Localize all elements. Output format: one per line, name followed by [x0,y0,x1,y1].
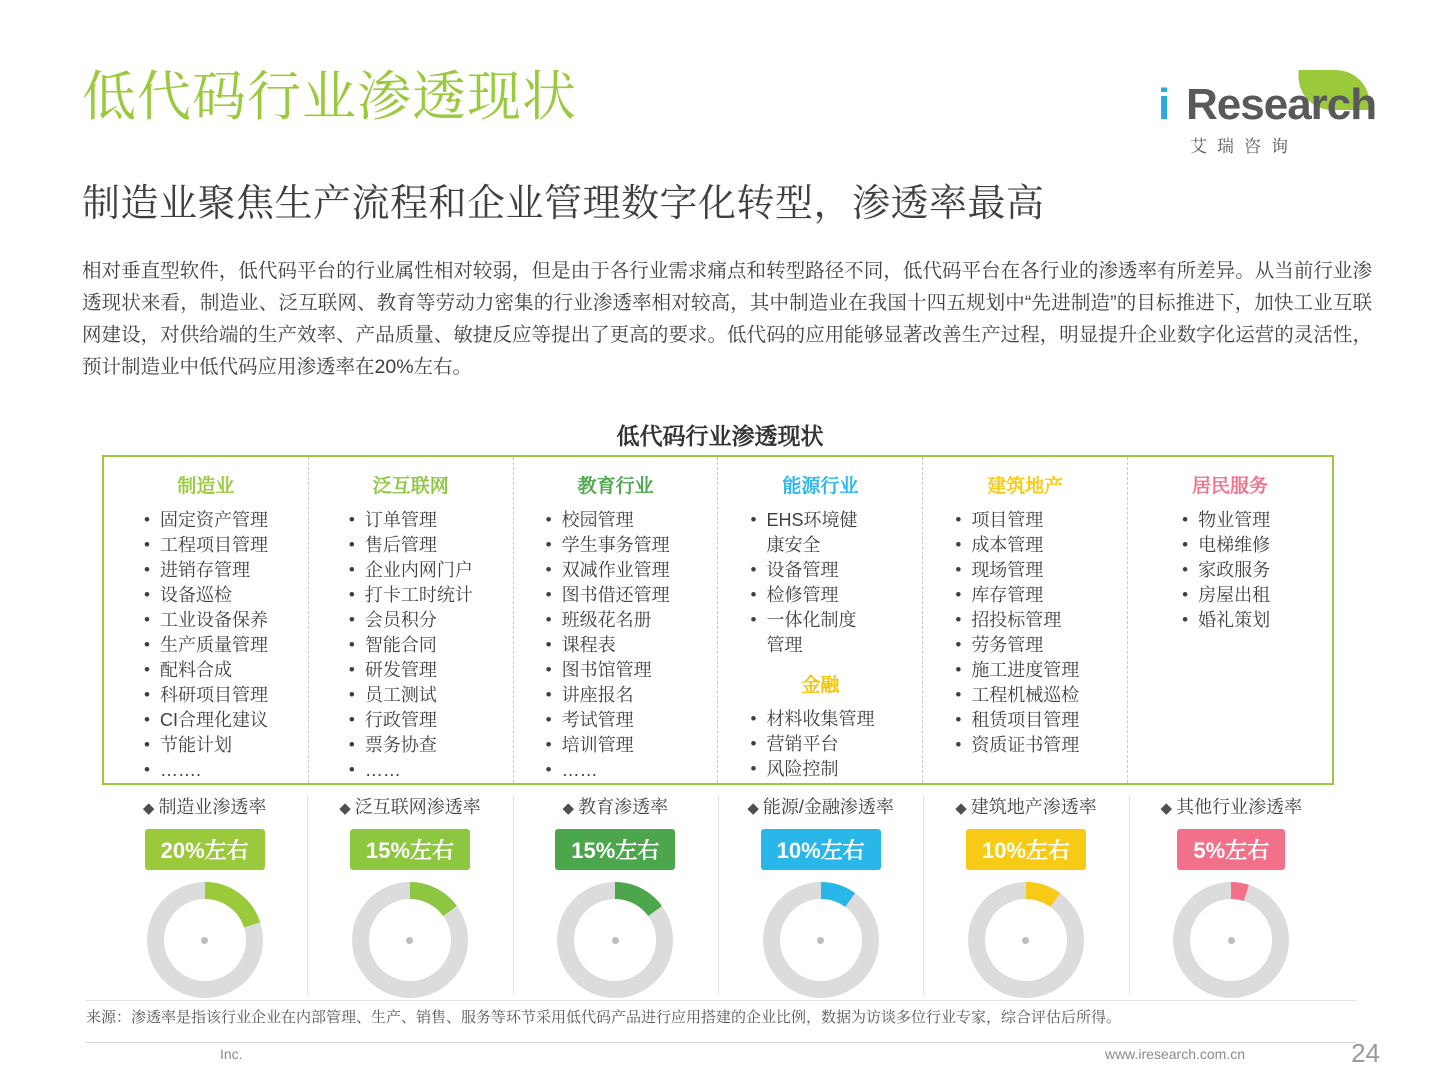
rate-card-5 [923,793,1128,1013]
industry-matrix [102,455,1334,785]
matrix-item: • …… [349,758,507,783]
matrix-item: • 图书借还管理 [546,583,712,608]
rate-label-text: 泛互联网渗透率 [354,797,481,817]
matrix-item-list [315,508,507,783]
matrix-item: • 工业设备保养 [144,608,302,633]
matrix-column-6 [1127,457,1332,783]
matrix-column-header: 制造业 [177,476,235,497]
matrix-item-list [110,508,302,783]
rate-label-text: 建筑地产渗透率 [970,797,1097,817]
matrix-item-list [520,508,712,783]
matrix-item: • 配料合成 [144,658,302,683]
matrix-item: • ……. [144,758,302,783]
diamond-icon: ◆ [142,800,155,817]
logo-chinese-name: 艾瑞咨询 [1190,137,1298,156]
matrix-item: • CI合理化建议 [144,708,302,733]
rate-label [923,793,1128,819]
matrix-item: • 营销平台 [750,732,916,757]
rate-label [513,793,718,819]
diamond-icon: ◆ [1160,800,1173,817]
matrix-item: • 库存管理 [955,583,1121,608]
donut-center-dot [1228,937,1235,944]
iresearch-logo [1150,60,1377,160]
matrix-item: • 学生事务管理 [546,533,712,558]
matrix-column-1 [104,457,308,783]
matrix-column-header: 泛互联网 [372,476,449,497]
matrix-item: 管理 [766,635,803,655]
matrix-item: 康安全 [766,535,821,555]
donut-center-dot [817,937,824,944]
diamond-icon: ◆ [339,800,351,817]
matrix-item: • 项目管理 [955,508,1121,533]
rate-card-6 [1129,793,1334,1013]
diamond-icon: ◆ [747,800,759,817]
matrix-item: • 研发管理 [349,658,507,683]
rate-card-2 [307,793,512,1013]
matrix-item: • 工程项目管理 [144,533,302,558]
rate-label-text: 能源/金融渗透率 [762,797,894,817]
page-title: 低代码行业渗透现状 [82,67,577,127]
matrix-item: • 智能合同 [349,633,507,658]
matrix-item: • 班级花名册 [546,608,712,633]
matrix-item-list [724,508,916,658]
rate-card-3 [513,793,718,1013]
matrix-item: • 双减作业管理 [546,558,712,583]
matrix-item: • 售后管理 [349,533,507,558]
matrix-item: • 校园管理 [546,508,712,533]
matrix-item: • 设备管理 [750,558,916,583]
matrix-column-3 [513,457,718,783]
page-subtitle: 制造业聚焦生产流程和企业管理数字化转型，渗透率最高 [82,183,1045,225]
matrix-item: • 讲座报名 [546,683,712,708]
rate-label [1129,793,1334,819]
matrix-item: • 一体化制度 [750,608,916,633]
matrix-item: • 材料收集管理 [750,707,916,732]
matrix-column-4 [717,457,922,783]
matrix-column-header: 教育行业 [577,476,654,497]
rate-value-badge: 20%左右 [145,829,265,870]
rate-value-badge: 10%左右 [966,829,1086,870]
matrix-item: • 设备巡检 [144,583,302,608]
matrix-item: • 施工进度管理 [955,658,1121,683]
footer-divider [86,1042,1356,1043]
matrix-item: • 考试管理 [546,708,712,733]
matrix-item: • 固定资产管理 [144,508,302,533]
matrix-column-subheader: 金融 [801,675,840,696]
matrix-item: • 订单管理 [349,508,507,533]
matrix-item: • 培训管理 [546,733,712,758]
source-divider [86,1000,1356,1001]
matrix-column-header: 居民服务 [1192,476,1269,497]
rate-card-1 [102,793,307,1013]
matrix-item: • 行政管理 [349,708,507,733]
donut-chart-wrap [1129,882,1334,998]
matrix-column-header: 能源行业 [782,476,859,497]
matrix-column-header: 建筑地产 [987,476,1064,497]
rate-card-4 [718,793,923,1013]
body-paragraph: 相对垂直型软件，低代码平台的行业属性相对较弱，但是由于各行业需求痛点和转型路径不同，低代码平台在各行业的渗透率有所差异。从当前行业渗透现状来看，制造业、泛互联网、教育等劳动力密集的行业渗透率相对较高，其中制造业在我国十四五规划中“先进制造”的目标推进下，加快工业互联网建设，对供给端的生产效率、产品质量、敏捷反应等提出了更高的要求。低代码的应用能够显著改善生产过程，明显提升企业数字化运营的灵活性，预计制造业中低代码应用渗透率在20%左右。 [82,260,1372,378]
matrix-column-2 [308,457,513,783]
rate-label-text: 其他行业渗透率 [1176,797,1303,817]
matrix-item: • 打卡工时统计 [349,583,507,608]
matrix-item-list [929,508,1121,758]
donut-center-dot [201,937,208,944]
donut-center-dot [612,937,619,944]
matrix-item: • 员工测试 [349,683,507,708]
matrix-item: • 资质证书管理 [955,733,1121,758]
matrix-item: • 房屋出租 [1182,583,1326,608]
matrix-item-list [1134,508,1326,633]
rate-value-badge: 15%左右 [350,829,470,870]
matrix-item: • 婚礼策划 [1182,608,1326,633]
diamond-icon: ◆ [562,800,575,817]
footer-left: Inc. [220,1046,243,1062]
matrix-item: • 票务协查 [349,733,507,758]
matrix-item: • 工程机械巡检 [955,683,1121,708]
footer-right: www.iresearch.com.cn [1104,1046,1245,1062]
matrix-item: • 检修管理 [750,583,916,608]
matrix-item: • 图书馆管理 [546,658,712,683]
matrix-item: • 企业内网门户 [349,558,507,583]
matrix-item: • 成本管理 [955,533,1121,558]
matrix-item: • 劳务管理 [955,633,1121,658]
rate-value-badge: 5%左右 [1177,829,1285,870]
rate-label-text: 制造业渗透率 [158,797,267,817]
matrix-item: • 节能计划 [144,733,302,758]
chart-title: 低代码行业渗透现状 [616,423,824,449]
matrix-item: • 电梯维修 [1182,533,1326,558]
donut-chart-wrap [718,882,923,998]
donut-chart-wrap [307,882,512,998]
rate-label-text: 教育渗透率 [578,797,669,817]
matrix-item: • EHS环境健 [750,508,916,533]
penetration-rates [102,793,1334,1013]
matrix-item: • …… [546,758,712,783]
logo-i: i [1158,80,1171,129]
donut-chart-wrap [513,882,718,998]
logo-research: Research [1186,80,1377,129]
donut-chart-wrap [102,882,307,998]
matrix-item: • 家政服务 [1182,558,1326,583]
matrix-item: • 生产质量管理 [144,633,302,658]
matrix-item: • 租赁项目管理 [955,708,1121,733]
source-note: 来源：渗透率是指该行业企业在内部管理、生产、销售、服务等环节采用低代码产品进行应用搭建的企业比例，数据为访谈多位行业专家，综合评估后所得。 [86,1009,1122,1026]
matrix-item: • 招投标管理 [955,608,1121,633]
page-number: 24 [1351,1038,1380,1068]
matrix-item: • 会员积分 [349,608,507,633]
rate-label [102,793,307,819]
diamond-icon: ◆ [955,800,967,817]
rate-label [718,793,923,819]
matrix-column-5 [922,457,1127,783]
matrix-sub-item-list [724,707,916,782]
matrix-item: • 科研项目管理 [144,683,302,708]
matrix-item: • 课程表 [546,633,712,658]
rate-label [307,793,512,819]
rate-value-badge: 10%左右 [761,829,881,870]
matrix-item: • 物业管理 [1182,508,1326,533]
matrix-item: • 进销存管理 [144,558,302,583]
donut-chart-wrap [923,882,1128,998]
matrix-item: • 现场管理 [955,558,1121,583]
rate-value-badge: 15%左右 [555,829,675,870]
matrix-item: • 风险控制 [750,757,916,782]
